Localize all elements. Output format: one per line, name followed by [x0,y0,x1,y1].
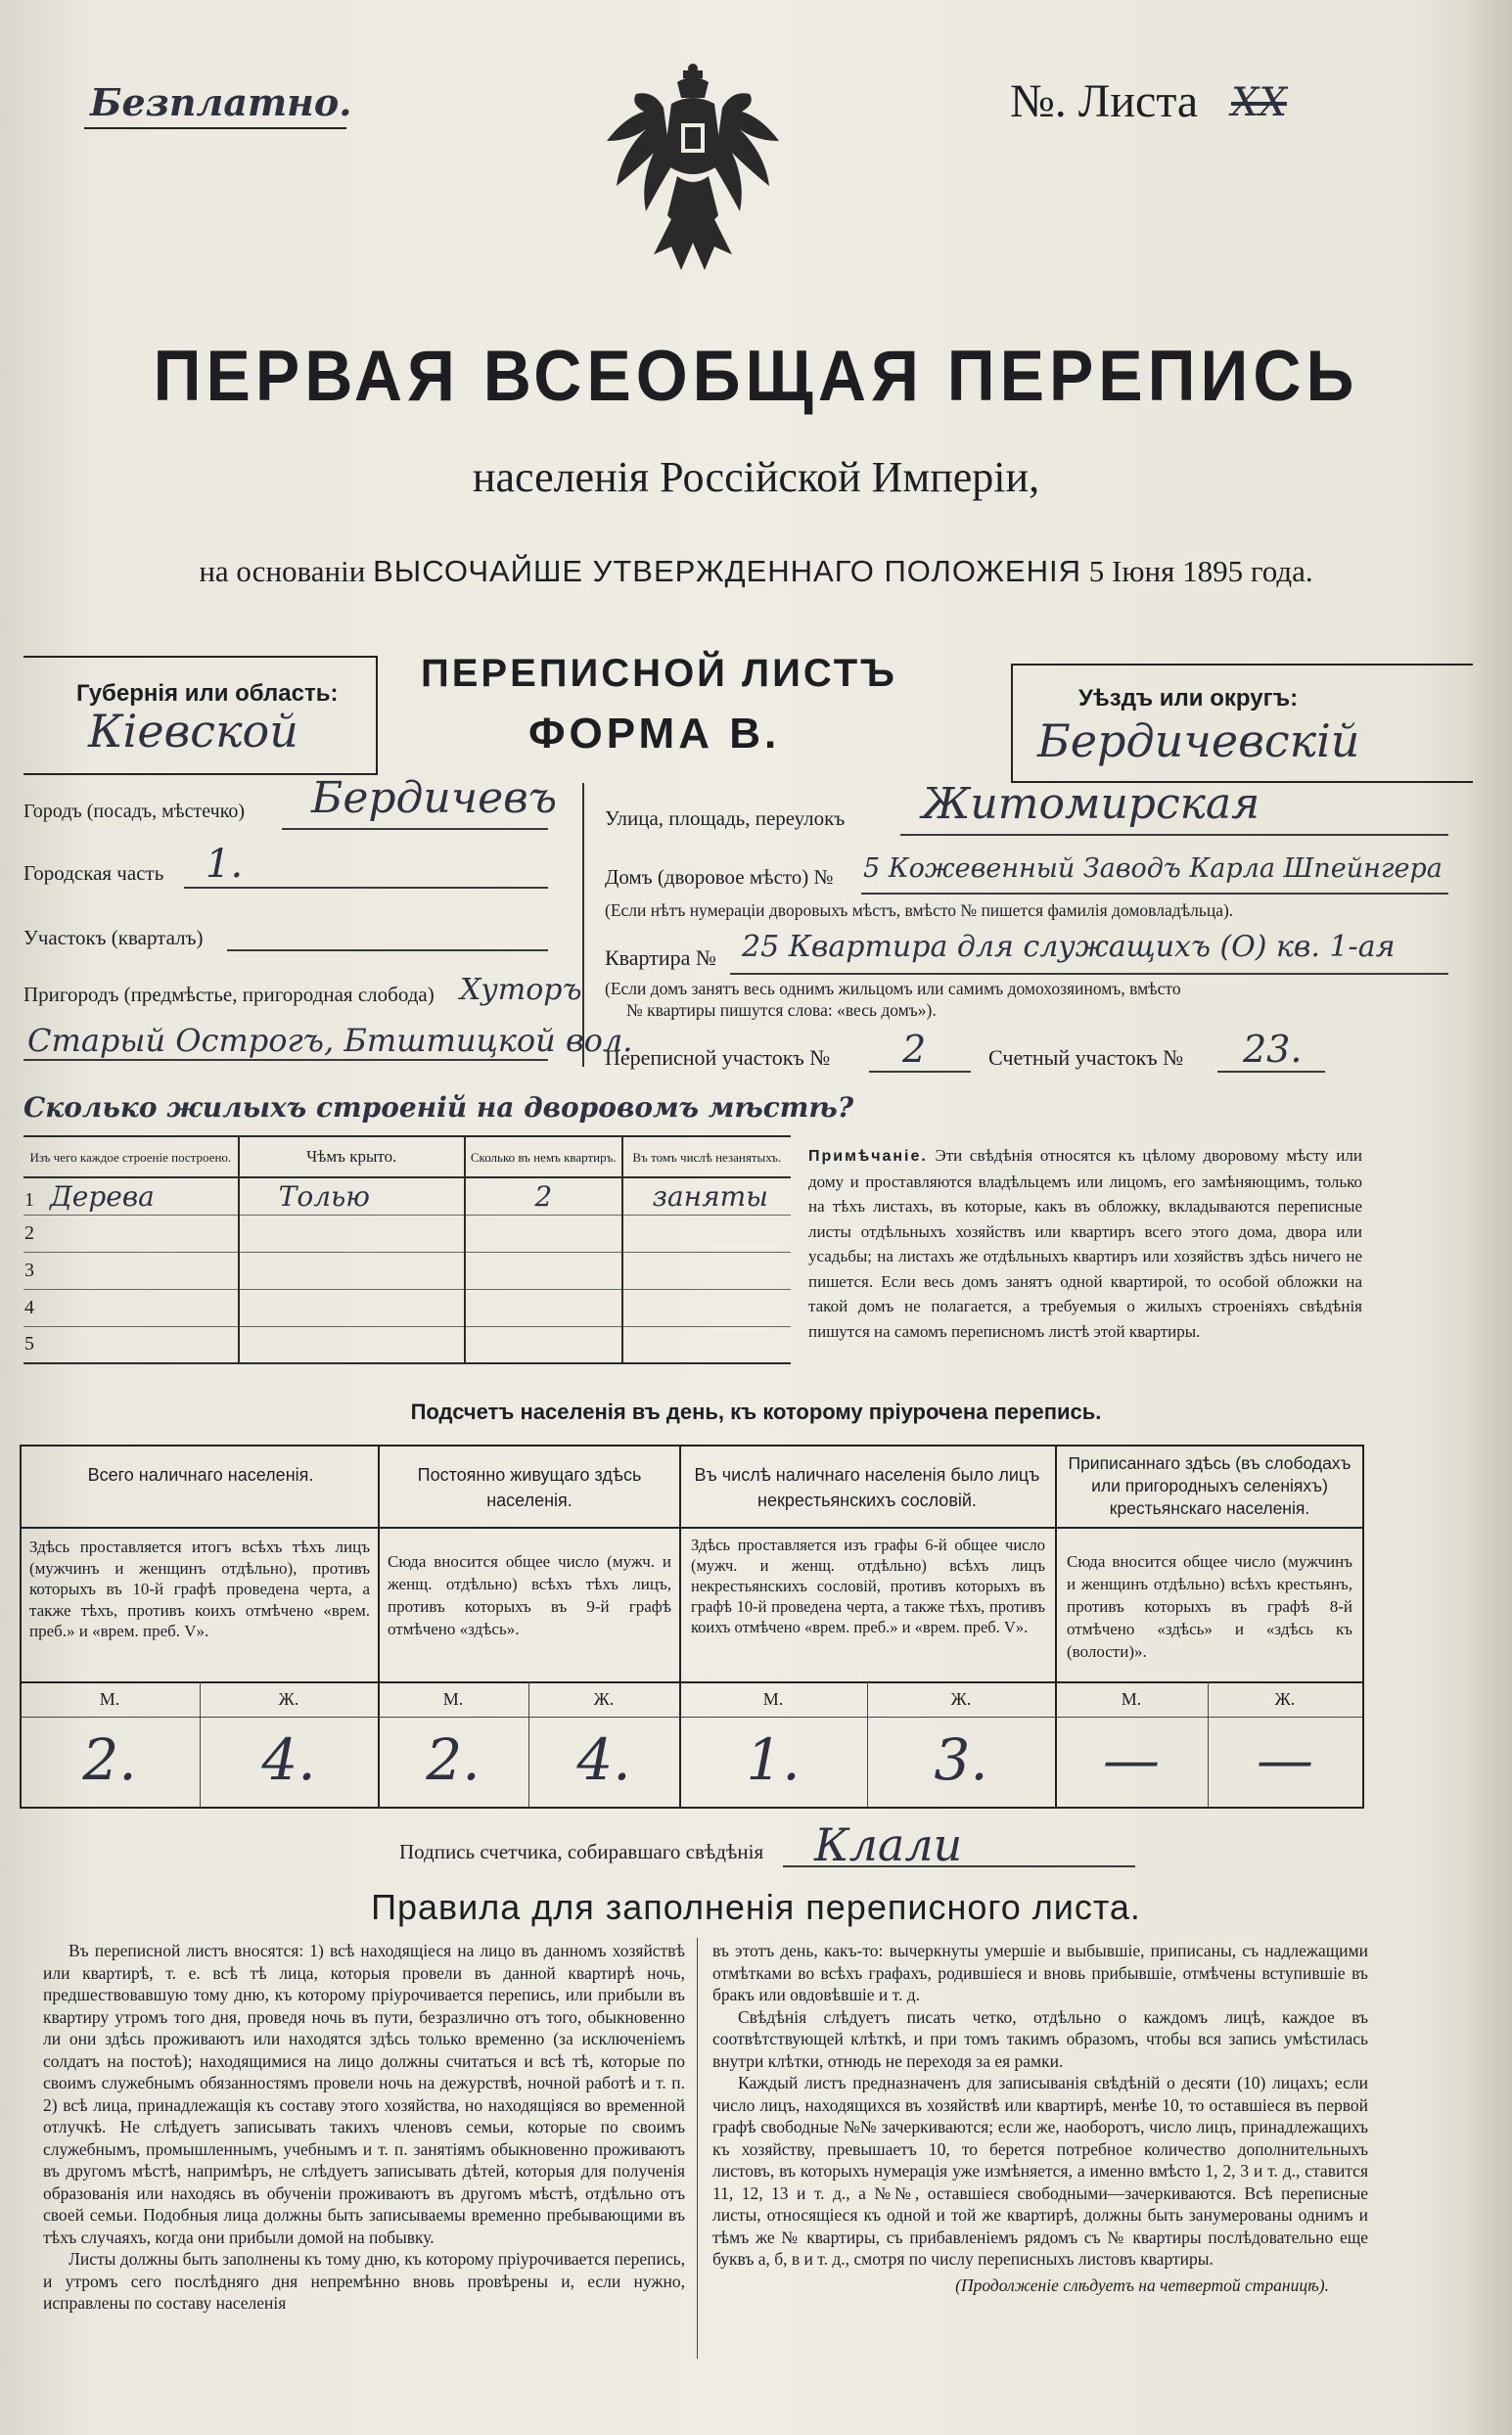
row-number: 1 [24,1188,34,1211]
pop-desc-4: Сюда вносится общее число (мужчинъ и женщинъ отдѣльно) всѣхъ крестьянъ, противъ которыхъ въ графѣ 8-й отмѣчено «здѣсь» и «здѣсь къ (волости)». [1067,1552,1352,1661]
rules-left-p2: Листы должны быть заполнены къ тому дню, къ которому пріурочивается перепись, и утромъ сего послѣдняго дня непремѣнно вновь провѣрены и, если нужно, исправлены по составу населенія [43,2249,685,2313]
apartment-note-1: (Если домъ занятъ весь однимъ жильцомъ или самимъ домохозяиномъ, вмѣсто [605,979,1181,998]
row-apartments[interactable] [465,1252,622,1289]
form-title: ПЕРЕПИСНОЙ ЛИСТЪ [421,652,897,695]
table-row [23,1215,791,1252]
pop-value-m-3[interactable]: 1. [746,1726,801,1793]
apartment-line [730,973,1448,975]
row-number: 4 [23,1289,239,1326]
pop-head-4: Приписаннаго здѣсь (въ слободахъ или пригородныхъ селеніяхъ) крестьянскаго населенія. [1068,1453,1352,1518]
page-title: ПЕРВАЯ ВСЕОБЩАЯ ПЕРЕПИСЬ [153,335,1359,417]
district-value[interactable]: Бердичевскій [1037,714,1360,767]
house-note: (Если нѣтъ нумераціи дворовыхъ мѣстъ, вмѣсто № пишется фамилія домовладѣльца). [605,900,1234,920]
row-apartments[interactable] [465,1326,622,1363]
rules-right-p3: Каждый листъ предназначенъ для записыванія свѣдѣній о десяти (10) лицахъ; если число лицъ, находящихся въ хозяйствѣ или квартирѣ, менѣе 10, то оставшіеся въ первой графѣ свободные №№ зачеркиваются; если же, наоборотъ, число лицъ, принадлежащихъ къ хозяйству, превышаетъ 10, то берется потребное количество дополнительныхъ листовъ, въ которыхъ нумерація уже измѣняется, а именно вмѣсто 1, 2, 3 и т. д., ставится 11, 12, 13 и т. д., а №№, оставшіеся свободными—зачеркиваются. Всѣ переписные листы, относящіеся къ одной и той же квартирѣ, должны быть занумерованы однимъ и тѣмъ же № квартиры, съ прибавленіемъ рядомъ съ № квартиры послѣдовательно еще буквъ а, б, в и т. д., смотря по числу переписныхъ листовъ квартиры. [712,2073,1368,2269]
pop-value-f-1[interactable]: 4. [261,1726,316,1793]
suburb-line [23,1059,548,1061]
house-value[interactable]: 5 Кожевенный Заводъ Карла Шпейнгера [863,853,1443,884]
signature-label: Подпись счетчика, собиравшаго свѣдѣнія [399,1840,764,1863]
form-label: ФОРМА В. [528,710,781,758]
rules-title: Правила для заполненія переписного листа. [371,1887,1141,1927]
note-head: Примѣчаніе. [808,1148,928,1165]
col-roof-head: Чѣмъ крыто. [239,1136,465,1177]
pop-f-label-3: Ж. [950,1689,972,1709]
pop-head-2: Постоянно живущаго здѣсь населенія. [417,1465,642,1510]
buildings-table [23,1135,791,1364]
apartment-label: Квартира № [605,945,716,970]
buildings-question: Сколько жилыхъ строеній на дворовомъ мѣстѣ? [23,1091,854,1124]
pop-head-1: Всего наличнаго населенія. [87,1465,314,1485]
street-line [900,834,1448,836]
row-occupied[interactable] [622,1215,791,1252]
province-label: Губернія или область: [76,680,339,707]
row-material[interactable]: Дерева [50,1179,155,1213]
census-precinct-value[interactable]: 2 [902,1028,927,1071]
row-apartments[interactable]: 2 [465,1177,622,1215]
sheet-number-label: №. Листа [1010,75,1199,127]
row-number: 3 [23,1252,239,1289]
pop-row-line [20,1717,1362,1718]
row-occupied[interactable] [622,1289,791,1326]
signature-line [783,1865,1135,1867]
pop-m-label-4: М. [1121,1689,1142,1709]
apartment-note-2: № квартиры пишутся слова: «весь домъ»). [626,1000,937,1020]
city-line [282,828,548,830]
suburb-value-2[interactable]: Старый Острогъ, Бтштицкой вол. [27,1022,633,1059]
pop-head-3: Въ числѣ наличнаго населенія было лицъ некрестьянскихъ сословій. [694,1465,1040,1510]
pop-desc-3: Здѣсь проставляется изъ графы 6-й общее число (мужч. и женщ. отдѣльно) всѣхъ лицъ некрестьянскихъ сословій, противъ которыхъ въ графѣ 10-й проведена черта, а также тѣхъ, противъ коихъ отмѣчено «врем. преб.» и «врем. преб. V». [691,1536,1045,1636]
pop-value-f-4[interactable]: — [1257,1726,1313,1793]
rules-continued: (Продолженіе слѣдуетъ на четвертой страницѣ). [955,2274,1329,2295]
pop-row-line [20,1527,1362,1529]
row-roof[interactable] [239,1289,465,1326]
house-line [861,893,1448,895]
pop-value-f-2[interactable]: 4. [576,1726,631,1793]
pop-f-label-1: Ж. [278,1689,299,1709]
pop-row-line [20,1681,1362,1683]
rules-right-column [712,1940,1368,2296]
signature-value[interactable]: Клали [814,1818,963,1871]
row-roof[interactable] [239,1252,465,1289]
counting-precinct-line [1217,1071,1325,1073]
counting-precinct-value[interactable]: 23. [1243,1028,1303,1071]
page-subtitle: населенія Россійской Имперіи, [472,453,1040,501]
suburb-label: Пригородъ (предмѣстье, пригородная слобода) [23,983,435,1006]
pop-f-label-4: Ж. [1274,1689,1296,1709]
precinct-line [227,949,548,951]
row-roof[interactable]: Толью [239,1177,465,1215]
free-underline [84,127,346,129]
col-apartments-head: Сколько въ немъ квартиръ. [465,1136,622,1177]
rules-left-p1: Въ переписной листъ вносятся: 1) всѣ находящіеся на лицо въ данномъ хозяйствѣ или квартирѣ, т. е. всѣ тѣ лица, которыя провели въ данной квартирѣ ночь, предшествовавшую тому дню, къ которому пріурочивается перепись, или прибыли въ квартиру утромъ того дня, проведя ночь въ пути, безразлично отъ того, обыкновенно ли они здѣсь проживаютъ или находятся здѣсь только временно (за исключеніемъ солдатъ на постоѣ); находящимися на лицо должны считаться и всѣ тѣ, которые по своимъ служебнымъ обязанностямъ провели ночь на дежурствѣ, ночной работѣ и т. п. 2) всѣ лица, принадлежащія къ составу этого хозяйства, но находящіяся во временной отлучкѣ. Не слѣдуетъ записывать такихъ членовъ семьи, которые по своимъ служебнымъ, промышленнымъ, учебнымъ и т. п. занятіямъ обыкновенно проживаютъ въ другомъ мѣстѣ, напримѣръ, не слѣдуетъ записывать дѣтей, которыя для полученія образованія или находясь въ обученіи проживаютъ въ другомъ мѣстѣ, отдѣльно отъ своей семьи. Подобныя лица должны быть записываемы временно пребывающими въ тѣхъ случаяхъ, когда они прибыли домой на побывку. [43,1941,685,2247]
city-part-label: Городская часть [23,861,164,885]
row-occupied[interactable] [622,1252,791,1289]
decree-suffix: 5 Іюня 1895 года. [1088,554,1313,588]
note-text: Эти свѣдѣнія относятся къ цѣлому дворовому мѣсту или дому и проставляются владѣльцемъ или лицомъ, его замѣняющимъ, только на тѣхъ листахъ, въ которые, какъ въ обложку, вкладываются переписные листы отдѣльныхъ хозяйствъ или квартиръ всего этого дома, двора или усадьбы; на листахъ же отдѣльныхъ квартиръ или хозяйствъ здѣсь ничего не пишется. Если весь домъ занятъ одной квартирой, то особой обложки на такой домъ не полагается, а требуемыя о жилыхъ строеніяхъ свѣдѣнія пишутся на самомъ переписномъ листѣ этой квартиры. [808,1146,1362,1341]
row-roof[interactable] [239,1215,465,1252]
address-divider [582,783,584,1067]
province-value[interactable]: Кіевской [88,705,298,758]
table-row [23,1252,791,1289]
row-occupied[interactable]: заняты [622,1177,791,1215]
rules-left-column [43,1940,685,2315]
free-label: Безплатно. [90,80,352,124]
pop-m-label-2: М. [442,1689,464,1709]
rules-divider [697,1938,698,2359]
double-headed-eagle-icon [595,61,791,296]
sheet-number-value: XX [1231,80,1287,125]
counting-precinct-label: Счетный участокъ № [988,1045,1184,1070]
pop-f-label-2: Ж. [593,1689,615,1709]
decree-caps: ВЫСОЧАЙШЕ УТВЕРЖДЕННАГО ПОЛОЖЕНІЯ [373,554,1081,588]
street-value[interactable]: Житомирская [922,779,1260,829]
pop-desc-1: Здѣсь проставляется итогъ всѣхъ тѣхъ лицъ (мужчинъ и женщинъ отдѣльно), противъ которыхъ въ 10-й графѣ проведена черта, а также тѣхъ, противъ коихъ отмѣчено «врем. преб.» и «врем. преб. V». [29,1538,370,1640]
col-occupied-head: Въ томъ числѣ незанятыхъ. [622,1136,791,1177]
pop-value-m-2[interactable]: 2. [426,1726,481,1793]
row-occupied[interactable] [622,1326,791,1363]
row-apartments[interactable] [465,1215,622,1252]
table-row [23,1326,791,1363]
apartment-value[interactable]: 25 Квартира для служащихъ (О) кв. 1-ая [742,930,1396,964]
city-value[interactable]: Бердичевъ [311,773,558,823]
pop-m-label-1: М. [99,1689,120,1709]
rules-right-p2: Свѣдѣнія слѣдуетъ писать четко, отдѣльно о каждомъ лицѣ, каждое въ соотвѣтствующей клѣткѣ, и при томъ такимъ образомъ, чтобы вся запись умѣстилась внутри клѣтки, отнюдь не переходя за ея рамки. [712,2006,1368,2071]
row-cell [23,1177,239,1215]
census-precinct-label: Переписной участокъ № [605,1045,831,1070]
population-title: Подсчетъ населенія въ день, къ которому пріурочена перепись. [410,1400,1102,1424]
buildings-note [808,1143,1362,1344]
pop-value-m-1[interactable]: 2. [82,1726,137,1793]
row-number: 2 [23,1215,239,1252]
col-material-head: Изъ чего каждое строеніе построено. [23,1136,239,1177]
city-part-line [184,887,548,889]
suburb-value-1[interactable]: Хуторъ [460,973,582,1007]
pop-value-m-4[interactable]: — [1103,1726,1160,1793]
table-row [23,1177,791,1215]
row-roof[interactable] [239,1326,465,1363]
district-label: Уѣздъ или округъ: [1078,685,1299,712]
pop-desc-2: Сюда вносится общее число (мужч. и женщ. отдѣльно) всѣхъ тѣхъ лицъ, противъ которыхъ въ 9-й графѣ отмѣчено «здѣсь». [388,1552,671,1638]
census-precinct-line [869,1071,971,1073]
decree-prefix: на основаніи [199,554,366,588]
pop-m-label-3: М. [762,1689,784,1709]
pop-value-f-3[interactable]: 3. [934,1726,988,1793]
city-label: Городъ (посадъ, мѣстечко) [23,801,246,822]
precinct-label: Участокъ (кварталъ) [23,926,204,949]
decree-line [0,554,1512,589]
city-part-value[interactable]: 1. [206,842,244,887]
row-number: 5 [23,1326,239,1363]
house-label: Домъ (дворовое мѣсто) № [605,865,834,889]
table-row [23,1289,791,1326]
row-apartments[interactable] [465,1289,622,1326]
buildings-grid [23,1135,791,1364]
rules-right-p1: въ этотъ день, какъ-то: вычеркнуты умершіе и выбывшіе, приписаны, съ надлежащими отмѣтками во всѣхъ графахъ, родившіеся и вновь прибывшіе, отмѣчены вступившіе въ бракъ или овдовѣвшіе и т. д. [712,1941,1368,2004]
street-label: Улица, площадь, переулокъ [605,806,846,830]
